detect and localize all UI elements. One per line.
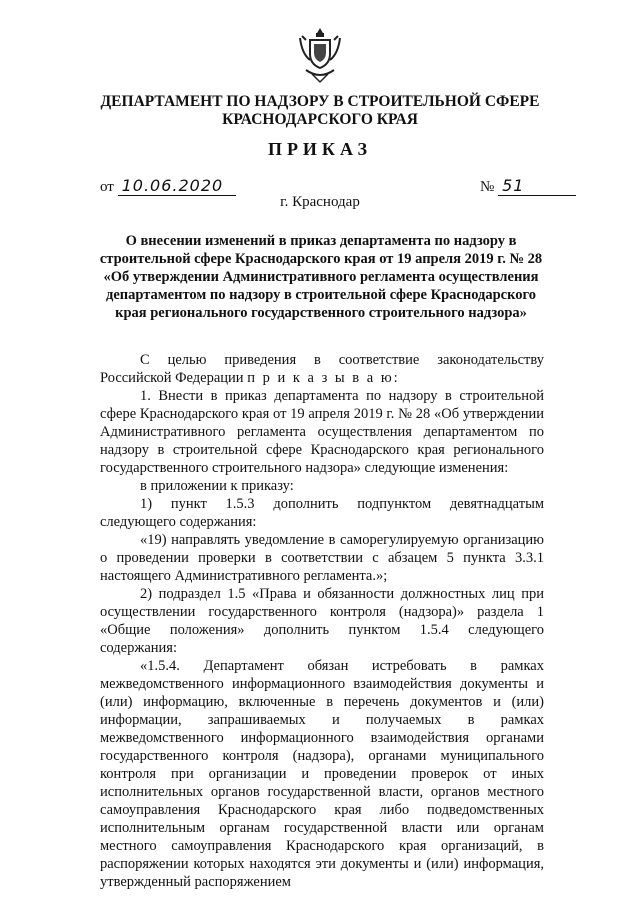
- paragraph-5: 2) подраздел 1.5 «Права и обязанности должностных лиц при осуществлении государственного контроля (надзора)» раздела 1 «Общие положения» дополнить пунктом 1.5.4 следующего содержания:: [100, 586, 544, 656]
- order-title: ПРИКАЗ: [267, 139, 373, 159]
- department-name: [100, 93, 540, 129]
- order-number-row: [480, 176, 576, 196]
- order-number-handwritten: 51: [498, 176, 576, 196]
- coat-of-arms-icon: [296, 26, 344, 84]
- intro-text: С целью приведения в соответствие законодательству Российской Федерации: [100, 352, 544, 386]
- city-line: г. Краснодар: [280, 194, 360, 210]
- order-verb: п р и к а з ы в а ю:: [247, 370, 400, 386]
- paragraph-2: в приложении к приказу:: [140, 478, 294, 494]
- order-body: [100, 351, 544, 891]
- order-subject: О внесении изменений в приказ департамента по надзору в строительной сфере Краснодарского края от 19 апреля 2019 г. № 28 «Об утверждении Административного регламента осуществления департаментом по надзору в строительной сфере Краснодарского края регионального государственного строительного надзора»: [99, 233, 543, 321]
- paragraph-3: 1) пункт 1.5.3 дополнить подпунктом девятнадцатым следующего содержания:: [100, 496, 544, 530]
- paragraph-4: «19) направлять уведомление в саморегулируемую организацию о проведении проверки в соответствии с абзацем 5 пункта 3.3.1 настоящего Административного регламента.»;: [100, 532, 544, 584]
- order-date-handwritten: 10.06.2020: [118, 176, 236, 196]
- order-date-row: [100, 176, 236, 196]
- number-prefix: №: [480, 179, 495, 195]
- intro-paragraph: [100, 351, 544, 387]
- department-line-2: КРАСНОДАРСКОГО КРАЯ: [222, 111, 418, 128]
- department-line-1: ДЕПАРТАМЕНТ ПО НАДЗОРУ В СТРОИТЕЛЬНОЙ СФЕРЕ: [100, 93, 540, 110]
- paragraph-6: «1.5.4. Департамент обязан истребовать в рамках межведомственного информационного взаимодействия документы и (или) информацию, включенные в перечень документов и (или) информации, запрашиваемых и получаемых в рамках межведомственного информационного взаимодействия органами государственного контроля (надзора), органами муниципального контроля при организации и проведении проверок от иных исполнительных органов государственной власти, органов местного самоуправления Краснодарского края либо подведомственных исполнительным органам государственной власти или органам местного самоуправления Краснодарского края организаций, в распоряжении которых находятся эти документы и (или) информация, утвержденный распоряжением: [100, 658, 544, 890]
- date-prefix: от: [100, 179, 114, 195]
- paragraph-1: 1. Внести в приказ департамента по надзору в строительной сфере Краснодарского края от 19 апреля 2019 г. № 28 «Об утверждении Административного регламента осуществления департаментом по надзору в строительной сфере Краснодарского края регионального государственного строительного надзора» следующие изменения:: [100, 388, 544, 476]
